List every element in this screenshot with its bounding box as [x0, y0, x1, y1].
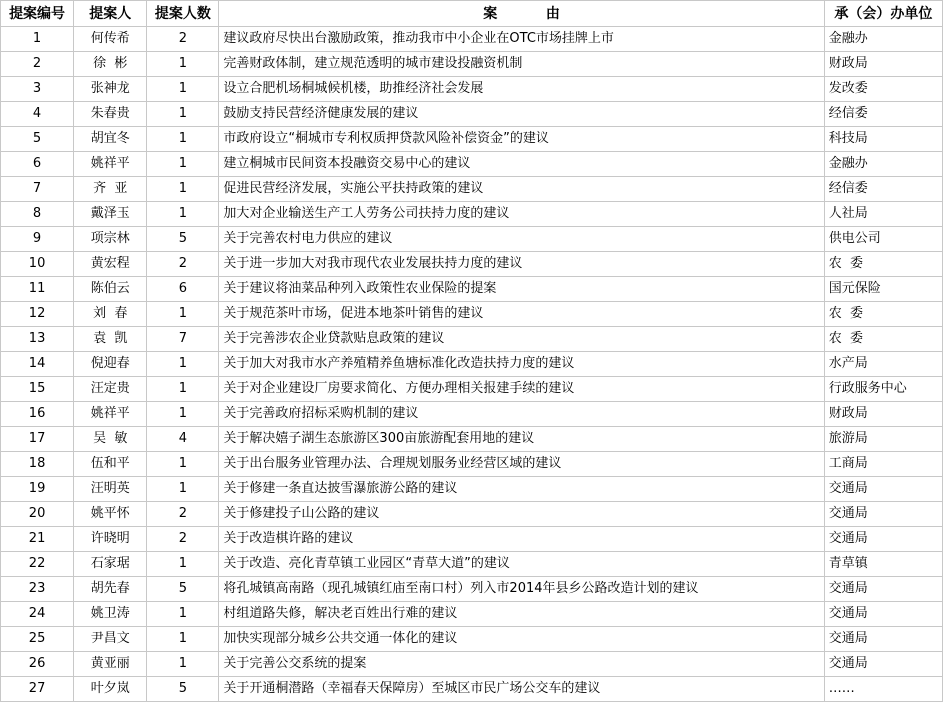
cell-count: 1 [147, 77, 219, 102]
cell-proposer: 吴 敏 [74, 427, 147, 452]
table-row [1, 402, 943, 427]
header-row [1, 1, 943, 27]
cell-no: 15 [1, 377, 74, 402]
cell-dept: 国元保险 [824, 277, 942, 302]
cell-case: 市政府设立“桐城市专利权质押贷款风险补偿资金”的建议 [219, 127, 824, 152]
table-row [1, 27, 943, 52]
cell-no: 3 [1, 77, 74, 102]
cell-proposer: 汪明英 [74, 477, 147, 502]
cell-no: 21 [1, 527, 74, 552]
cell-count: 1 [147, 552, 219, 577]
cell-case: 关于出台服务业管理办法、合理规划服务业经营区域的建议 [219, 452, 824, 477]
cell-dept: 财政局 [824, 402, 942, 427]
cell-dept: 交通局 [824, 577, 942, 602]
cell-case: 促进民营经济发展，实施公平扶持政策的建议 [219, 177, 824, 202]
table-row [1, 302, 943, 327]
cell-no: 8 [1, 202, 74, 227]
header-case: 案 由 [219, 1, 824, 27]
cell-no: 12 [1, 302, 74, 327]
cell-dept: 供电公司 [824, 227, 942, 252]
header-no: 提案编号 [1, 1, 74, 27]
cell-case: 村组道路失修，解决老百姓出行难的建议 [219, 602, 824, 627]
cell-count: 5 [147, 677, 219, 702]
cell-proposer: 胡宜冬 [74, 127, 147, 152]
cell-count: 1 [147, 652, 219, 677]
cell-no: 2 [1, 52, 74, 77]
cell-no: 1 [1, 27, 74, 52]
cell-dept: 农 委 [824, 327, 942, 352]
cell-dept: 财政局 [824, 52, 942, 77]
cell-count: 6 [147, 277, 219, 302]
cell-proposer: 何传希 [74, 27, 147, 52]
cell-no: 24 [1, 602, 74, 627]
cell-count: 1 [147, 477, 219, 502]
cell-proposer: 尹昌文 [74, 627, 147, 652]
cell-no: 18 [1, 452, 74, 477]
cell-proposer: 朱春贵 [74, 102, 147, 127]
cell-case: 关于开通桐潜路（幸福春天保障房）至城区市民广场公交车的建议 [219, 677, 824, 702]
cell-case: 关于完善政府招标采购机制的建议 [219, 402, 824, 427]
cell-no: 11 [1, 277, 74, 302]
cell-no: 6 [1, 152, 74, 177]
header-dept: 承（会）办单位 [824, 1, 942, 27]
cell-count: 1 [147, 352, 219, 377]
cell-no: 16 [1, 402, 74, 427]
cell-dept: 交通局 [824, 527, 942, 552]
table-row [1, 177, 943, 202]
cell-dept: 交通局 [824, 502, 942, 527]
cell-count: 1 [147, 152, 219, 177]
header-count: 提案人数 [147, 1, 219, 27]
cell-case: 关于进一步加大对我市现代农业发展扶持力度的建议 [219, 252, 824, 277]
cell-count: 5 [147, 577, 219, 602]
table-row [1, 227, 943, 252]
cell-case: 关于加大对我市水产养殖精养鱼塘标准化改造扶持力度的建议 [219, 352, 824, 377]
cell-case: 将孔城镇高南路（现孔城镇红庙至南口村）列入市2014年县乡公路改造计划的建议 [219, 577, 824, 602]
table-row [1, 677, 943, 702]
cell-count: 7 [147, 327, 219, 352]
cell-count: 1 [147, 102, 219, 127]
cell-count: 1 [147, 377, 219, 402]
table-row [1, 527, 943, 552]
table-row [1, 652, 943, 677]
cell-proposer: 姚平怀 [74, 502, 147, 527]
cell-no: 7 [1, 177, 74, 202]
table-row [1, 577, 943, 602]
cell-dept: 水产局 [824, 352, 942, 377]
cell-proposer: 胡先春 [74, 577, 147, 602]
table-row [1, 252, 943, 277]
cell-count: 1 [147, 202, 219, 227]
table-row [1, 477, 943, 502]
table-row [1, 277, 943, 302]
cell-count: 2 [147, 27, 219, 52]
cell-count: 2 [147, 502, 219, 527]
cell-proposer: 姚祥平 [74, 402, 147, 427]
cell-dept: 旅游局 [824, 427, 942, 452]
cell-proposer: 叶夕岚 [74, 677, 147, 702]
cell-proposer: 项宗林 [74, 227, 147, 252]
cell-no: 5 [1, 127, 74, 152]
cell-case: 关于完善公交系统的提案 [219, 652, 824, 677]
cell-proposer: 姚卫涛 [74, 602, 147, 627]
cell-case: 关于修建投子山公路的建议 [219, 502, 824, 527]
cell-proposer: 汪定贵 [74, 377, 147, 402]
cell-case: 加大对企业输送生产工人劳务公司扶持力度的建议 [219, 202, 824, 227]
cell-count: 1 [147, 627, 219, 652]
cell-no: 4 [1, 102, 74, 127]
cell-case: 建议政府尽快出台激励政策，推动我市中小企业在OTC市场挂牌上市 [219, 27, 824, 52]
cell-count: 1 [147, 602, 219, 627]
cell-no: 14 [1, 352, 74, 377]
cell-dept: 金融办 [824, 27, 942, 52]
cell-count: 2 [147, 252, 219, 277]
cell-dept: 农 委 [824, 302, 942, 327]
cell-dept: 经信委 [824, 177, 942, 202]
cell-proposer: 黄亚丽 [74, 652, 147, 677]
cell-proposer: 齐 亚 [74, 177, 147, 202]
table-row [1, 602, 943, 627]
cell-dept: 人社局 [824, 202, 942, 227]
cell-dept: 经信委 [824, 102, 942, 127]
table-row [1, 427, 943, 452]
cell-dept: 青草镇 [824, 552, 942, 577]
cell-case: 鼓励支持民营经济健康发展的建议 [219, 102, 824, 127]
cell-case: 关于建议将油菜品种列入政策性农业保险的提案 [219, 277, 824, 302]
cell-case: 设立合肥机场桐城候机楼，助推经济社会发展 [219, 77, 824, 102]
cell-no: 27 [1, 677, 74, 702]
cell-dept: 农 委 [824, 252, 942, 277]
cell-proposer: 袁 凯 [74, 327, 147, 352]
cell-count: 1 [147, 177, 219, 202]
cell-case: 加快实现部分城乡公共交通一体化的建议 [219, 627, 824, 652]
cell-proposer: 张神龙 [74, 77, 147, 102]
cell-case: 关于对企业建设厂房要求简化、方便办理相关报建手续的建议 [219, 377, 824, 402]
table-row [1, 102, 943, 127]
cell-proposer: 陈伯云 [74, 277, 147, 302]
cell-proposer: 石家琚 [74, 552, 147, 577]
cell-case: 关于完善涉农企业贷款贴息政策的建议 [219, 327, 824, 352]
cell-no: 13 [1, 327, 74, 352]
table-row [1, 352, 943, 377]
table-row [1, 52, 943, 77]
cell-count: 1 [147, 52, 219, 77]
cell-proposer: 戴泽玉 [74, 202, 147, 227]
cell-dept: 发改委 [824, 77, 942, 102]
table-row [1, 552, 943, 577]
table-row [1, 377, 943, 402]
cell-dept: …… [824, 677, 942, 702]
cell-no: 20 [1, 502, 74, 527]
cell-count: 2 [147, 527, 219, 552]
cell-count: 4 [147, 427, 219, 452]
cell-no: 10 [1, 252, 74, 277]
cell-case: 关于完善农村电力供应的建议 [219, 227, 824, 252]
cell-count: 1 [147, 402, 219, 427]
cell-case: 关于解决嬉子湖生态旅游区300亩旅游配套用地的建议 [219, 427, 824, 452]
cell-dept: 科技局 [824, 127, 942, 152]
cell-dept: 交通局 [824, 652, 942, 677]
cell-proposer: 黄宏程 [74, 252, 147, 277]
cell-dept: 交通局 [824, 602, 942, 627]
cell-case: 完善财政体制，建立规范透明的城市建设投融资机制 [219, 52, 824, 77]
cell-dept: 行政服务中心 [824, 377, 942, 402]
table-row [1, 627, 943, 652]
cell-case: 建立桐城市民间资本投融资交易中心的建议 [219, 152, 824, 177]
cell-proposer: 倪迎春 [74, 352, 147, 377]
table-row [1, 452, 943, 477]
cell-count: 1 [147, 302, 219, 327]
table-body [1, 27, 943, 702]
cell-count: 1 [147, 452, 219, 477]
table-row [1, 127, 943, 152]
table-row [1, 77, 943, 102]
table-row [1, 202, 943, 227]
cell-proposer: 徐 彬 [74, 52, 147, 77]
table-row [1, 502, 943, 527]
cell-no: 26 [1, 652, 74, 677]
cell-no: 17 [1, 427, 74, 452]
cell-dept: 金融办 [824, 152, 942, 177]
cell-no: 19 [1, 477, 74, 502]
header-proposer: 提案人 [74, 1, 147, 27]
cell-count: 5 [147, 227, 219, 252]
cell-dept: 交通局 [824, 627, 942, 652]
cell-case: 关于改造棋许路的建议 [219, 527, 824, 552]
cell-no: 25 [1, 627, 74, 652]
cell-proposer: 刘 春 [74, 302, 147, 327]
cell-proposer: 伍和平 [74, 452, 147, 477]
cell-case: 关于改造、亮化青草镇工业园区“青草大道”的建议 [219, 552, 824, 577]
cell-dept: 工商局 [824, 452, 942, 477]
cell-dept: 交通局 [824, 477, 942, 502]
cell-case: 关于规范茶叶市场，促进本地茶叶销售的建议 [219, 302, 824, 327]
cell-proposer: 许晓明 [74, 527, 147, 552]
table-row [1, 152, 943, 177]
table-row [1, 327, 943, 352]
cell-no: 22 [1, 552, 74, 577]
cell-proposer: 姚祥平 [74, 152, 147, 177]
cell-case: 关于修建一条直达披雪瀑旅游公路的建议 [219, 477, 824, 502]
cell-no: 9 [1, 227, 74, 252]
cell-count: 1 [147, 127, 219, 152]
cell-no: 23 [1, 577, 74, 602]
